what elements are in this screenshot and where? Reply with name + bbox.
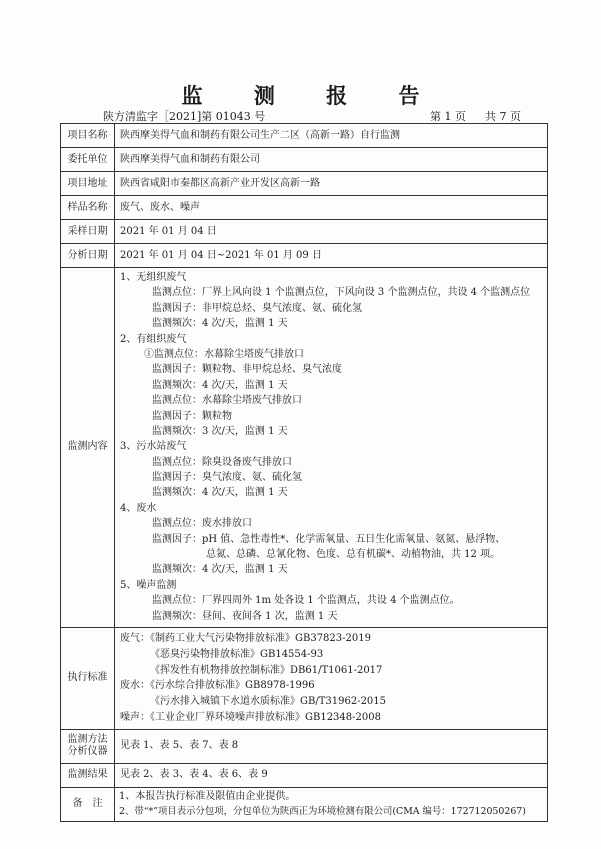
row-analysis-date <box>61 244 548 268</box>
content-line: 监测因子：颗粒物、非甲烷总烃、臭气浓度 <box>152 364 342 376</box>
content-line: 监测因子：pH 值、急性毒性*、化学需氧量、五日生化需氧量、氨氮、悬浮物、 <box>152 533 506 545</box>
label-method <box>61 729 115 763</box>
row-client <box>61 148 548 172</box>
content-line: 监测点位：除臭设备废气排放口 <box>152 456 292 468</box>
row-remark <box>61 787 548 821</box>
content-line: ①监测点位：水幕除尘塔废气排放口 <box>144 348 304 360</box>
standard-line: 噪声：《工业企业厂界环境噪声排放标准》GB12348-2008 <box>120 711 381 723</box>
content-line: 监测点位：废水排放口 <box>152 518 252 530</box>
label-standard: 执行标准 <box>61 627 115 729</box>
content-line: 监测频次：4 次/天，监测 1 天 <box>152 318 288 330</box>
label-sample-name: 样品名称 <box>61 196 115 220</box>
content-line: 监测因子：非甲烷总烃、臭气浓度、氨、硫化氢 <box>152 302 362 314</box>
label-address: 项目地址 <box>61 172 115 196</box>
standard-line: 废气：《制药工业大气污染物排放标准》GB37823-2019 <box>120 632 371 644</box>
content-line: 4、废水 <box>120 502 157 514</box>
content-line: 总氮、总磷、总氰化物、色度、总有机碳*、动植物油，共 12 项。 <box>206 549 501 561</box>
content-line: 5、噪声监测 <box>120 579 177 591</box>
content-line: 监测因子：臭气浓度、氨、硫化氢 <box>152 472 302 484</box>
row-sampling-date <box>61 220 548 244</box>
content-line: 监测频次：4 次/天，监测 1 天 <box>152 487 288 499</box>
label-result: 监测结果 <box>61 763 115 787</box>
report-title: 监 测 报 告 <box>181 83 442 108</box>
standard-line: 《挥发性有机物排放控制标准》DB61/T1061-2017 <box>150 664 383 676</box>
standard-line: 《恶臭污染物排放标准》GB14554-93 <box>150 648 324 660</box>
remark-line: 1、本报告执行标准及限值由企业提供。 <box>119 791 296 803</box>
label-method-line2: 分析仪器 <box>67 746 108 758</box>
row-method <box>61 729 548 763</box>
report-table <box>60 123 548 822</box>
content-line: 监测频次：3 次/天，监测 1 天 <box>152 425 288 437</box>
value-remark <box>115 787 548 821</box>
value-result: 见表 2、表 3、表 4、表 6、表 9 <box>115 763 548 787</box>
label-remark: 备 注 <box>61 787 115 821</box>
row-sample-name <box>61 196 548 220</box>
value-address: 陕西省咸阳市秦都区高新产业开发区高新一路 <box>115 172 548 196</box>
label-method-line1: 监测方法 <box>67 734 108 746</box>
content-line: 监测点位：水幕除尘塔废气排放口 <box>152 395 302 407</box>
remark-line: 2、带“*”项目表示分包项，分包单位为陕西正为环境检测有限公司(CMA 编号：172712050267) <box>119 806 526 818</box>
standard-line: 《污水排入城镇下水道水质标准》GB/T31962-2015 <box>150 696 387 708</box>
row-result <box>61 763 548 787</box>
label-content: 监测内容 <box>61 268 115 628</box>
content-line: 1、无组织废气 <box>120 272 187 283</box>
value-analysis-date: 2021 年 01 月 04 日~2021 年 01 月 09 日 <box>115 244 548 268</box>
value-client: 陕西摩美得气血和制药有限公司 <box>115 148 548 172</box>
value-sampling-date: 2021 年 01 月 04 日 <box>115 220 548 244</box>
content-line: 监测频次：4 次/天，监测 1 天 <box>152 379 288 391</box>
total-pages: 共 7 页 <box>485 110 521 123</box>
value-sample-name: 废气、废水、噪声 <box>115 196 548 220</box>
content-line: 2、有组织废气 <box>120 333 187 345</box>
label-client: 委托单位 <box>61 148 115 172</box>
value-content <box>115 268 548 628</box>
report-number: 陕方清监字［2021]第 01043 号 <box>103 110 266 123</box>
content-line: 监测点位：厂界上风向设 1 个监测点位，下风向设 3 个监测点位，共设 4 个监测点位 <box>152 287 531 299</box>
row-project-name <box>61 124 548 148</box>
label-sampling-date: 采样日期 <box>61 220 115 244</box>
content-line: 监测点位：厂界四周外 1m 处各设 1 个监测点，共设 4 个监测点位。 <box>152 595 460 607</box>
content-line: 3、污水站废气 <box>120 441 187 453</box>
page-number: 第 1 页 <box>430 110 466 123</box>
value-method: 见表 1、表 5、表 7、表 8 <box>115 729 548 763</box>
standard-line: 废水：《污水综合排放标准》GB8978-1996 <box>120 680 315 692</box>
row-standard <box>61 627 548 729</box>
value-project-name: 陕西摩美得气血和制药有限公司生产二区（高新一路）自行监测 <box>115 124 548 148</box>
row-address <box>61 172 548 196</box>
report-meta <box>0 108 601 122</box>
content-line: 监测因子：颗粒物 <box>152 410 232 422</box>
label-analysis-date: 分析日期 <box>61 244 115 268</box>
content-line: 监测频次：昼间、夜间各 1 次，监测 1 天 <box>152 610 338 622</box>
value-standard <box>115 627 548 729</box>
label-project-name: 项目名称 <box>61 124 115 148</box>
content-line: 监测频次：4 次/天，监测 1 天 <box>152 564 288 576</box>
row-content <box>61 268 548 628</box>
